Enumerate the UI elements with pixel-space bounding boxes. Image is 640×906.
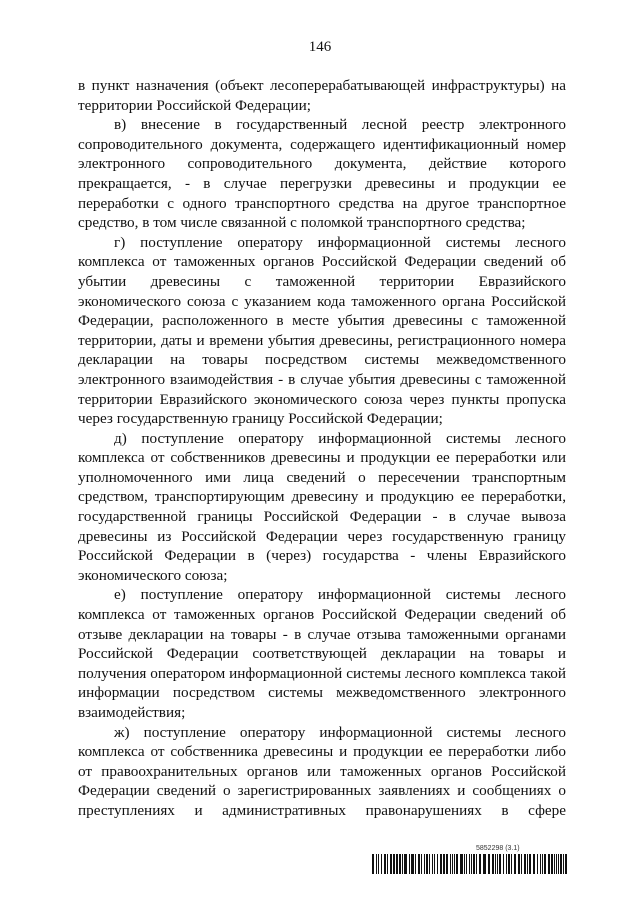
paragraph-continuation: в пункт назначения (объект лесоперерабатывающей инфраструктуры) на территории Российской Федерации;	[78, 77, 566, 114]
paragraph-item-zh: ж) поступление оператору информационной системы лесного комплекса от собственника древесины и продукции ее переработки либо от правоохранительных органов или таможенных органов Российской Федерации сведений о зарегистрированных заявлениях и сообщениях о преступлениях и административных правонарушениях в сфере	[78, 723, 566, 819]
paragraph-item-v: в) внесение в государственный лесной реестр электронного сопроводительного документа, содержащего идентификационный номер электронного сопроводительного документа, действие которого прекращается, - в случае перегрузки древесины и продукции ее переработки с одного транспортного средства на другое транспортное средство, в том числе связанной с поломкой транспортного средства;	[78, 116, 566, 232]
page-number: 146	[308, 39, 332, 55]
paragraph-item-g: г) поступление оператору информационной системы лесного комплекса от таможенных органов Российской Федерации сведений об убытии древесины с таможенной территории Евразийского экономического союза с указанием кода таможенного органа Российской Федерации, расположенного в месте убытия древесины с таможенной территории, даты и времени убытия древесины, регистрационного номера декларации на товары посредством системы межведомственного электронного взаимодействия - в случае убытия древесины с таможенной территории Евразийского экономического союза через пункты пропуска через государственную границу Российской Федерации;	[78, 233, 566, 428]
paragraph-item-d: д) поступление оператору информационной системы лесного комплекса от собственников древесины и продукции ее переработки или уполномоченного ими лица сведений о пересечении транспортным средством, транспортирующим древесину и продукцию ее переработки, государственной границы Российской Федерации - в случае вывоза древесины из Российской Федерации через государственную границу Российской Федерации в (через) государства - члены Евразийского экономического союза;	[78, 429, 566, 584]
barcode-icon	[372, 854, 568, 874]
paragraph-item-e: е) поступление оператору информационной системы лесного комплекса от таможенных органов Российской Федерации сведений об отзыве декларации на товары - в случае отзыва таможенными органами Российской Федерации соответствующей декларации на товары и получения оператором информационной системы лесного комплекса такой информации посредством системы межведомственного электронного взаимодействия;	[78, 586, 566, 721]
document-code: 5852298 (3.1)	[476, 845, 520, 852]
document-body	[78, 76, 566, 821]
